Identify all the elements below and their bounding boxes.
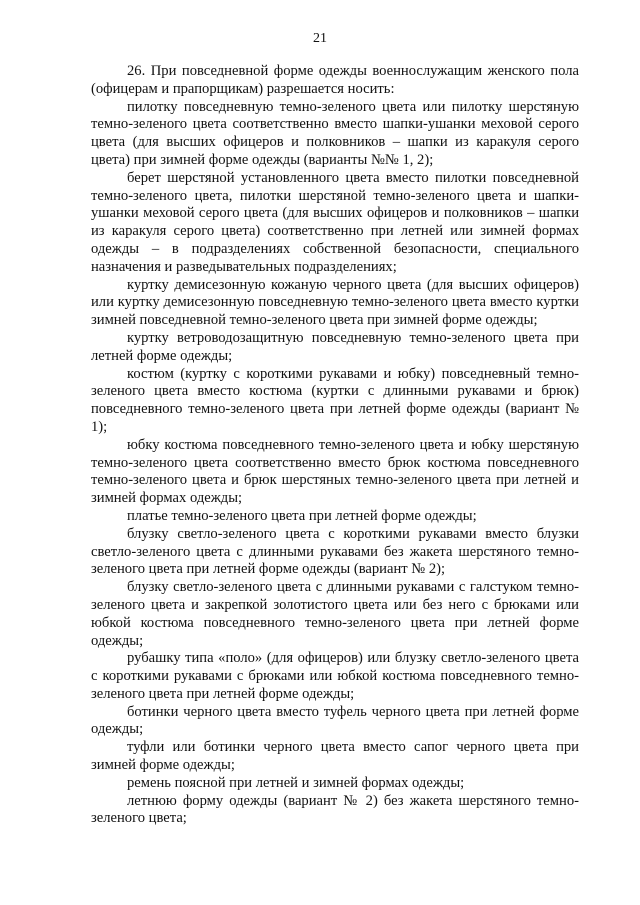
page-number: 21 — [313, 31, 327, 46]
paragraph: берет шерстяной установленного цвета вместо пилотки повседневной темно-зеленого цвета, пилотки шерстяной темно-зеленого цвета и шапки-ушанки меховой серого цвета (для высших офицеров и полковников – шапки из каракуля серого цвета) соответственно при летней или зимней формах одежды – в подразделениях собственной безопасности, специального назначения и разведывательных подразделениях; — [91, 169, 579, 275]
paragraph: пилотку повседневную темно-зеленого цвета или пилотку шерстяную темно-зеленого цвета соответственно вместо шапки-ушанки меховой серого цвета (для высших офицеров и полковников – шапки из каракуля серого цвета) при зимней форме одежды (варианты №№ 1, 2); — [91, 98, 579, 168]
paragraph: туфли или ботинки черного цвета вместо сапог черного цвета при зимней форме одежды; — [91, 739, 579, 774]
paragraph: рубашку типа «поло» (для офицеров) или блузку светло-зеленого цвета с короткими рукавами с брюками или юбкой костюма повседневного темно-зеленого цвета при летней форме одежды; — [91, 650, 579, 702]
paragraph: куртку демисезонную кожаную черного цвета (для высших офицеров) или куртку демисезонную повседневную темно-зеленого цвета вместо куртки зимней повседневной темно-зеленого цвета при зимней форме одежды; — [91, 276, 579, 329]
paragraph: блузку светло-зеленого цвета с короткими рукавами вместо блузки светло-зеленого цвета с длинными рукавами без жакета шерстяного темно-зеленого цвета при летней форме одежды (вариант № 2); — [91, 525, 579, 578]
paragraph: ботинки черного цвета вместо туфель черного цвета при летней форме одежды; — [91, 703, 579, 738]
paragraph: 26. При повседневной форме одежды военнослужащим женского пола (офицерам и прапорщикам) разрешается носить: — [91, 63, 579, 97]
paragraph: куртку ветроводозащитную повседневную темно-зеленого цвета при летней форме одежды; — [91, 329, 579, 364]
paragraph: летнюю форму одежды (вариант № 2) без жакета шерстяного темно-зеленого цвета; — [91, 792, 579, 827]
paragraph: блузку светло-зеленого цвета с длинными рукавами с галстуком темно-зеленого цвета и закрепкой золотистого цвета или без него с брюками или юбкой костюма повседневного темно-зеленого цвета при летней форме одежды; — [91, 579, 579, 649]
paragraph: юбку костюма повседневного темно-зеленого цвета и юбку шерстяную темно-зеленого цвета соответственно вместо брюк костюма повседневного темно-зеленого цвета и брюк шерстяных темно-зеленого цвета при летней и зимней формах одежды; — [91, 436, 579, 507]
paragraph: ремень поясной при летней и зимней формах одежды; — [127, 774, 465, 791]
paragraph: костюм (куртку с короткими рукавами и юбку) повседневный темно-зеленого цвета вместо костюма (куртки с длинными рукавами и брюк) повседневного темно-зеленого цвета при летней форме одежды (вариант № 1); — [91, 365, 579, 435]
document-body — [91, 63, 579, 828]
paragraph: платье темно-зеленого цвета при летней форме одежды; — [127, 507, 477, 524]
